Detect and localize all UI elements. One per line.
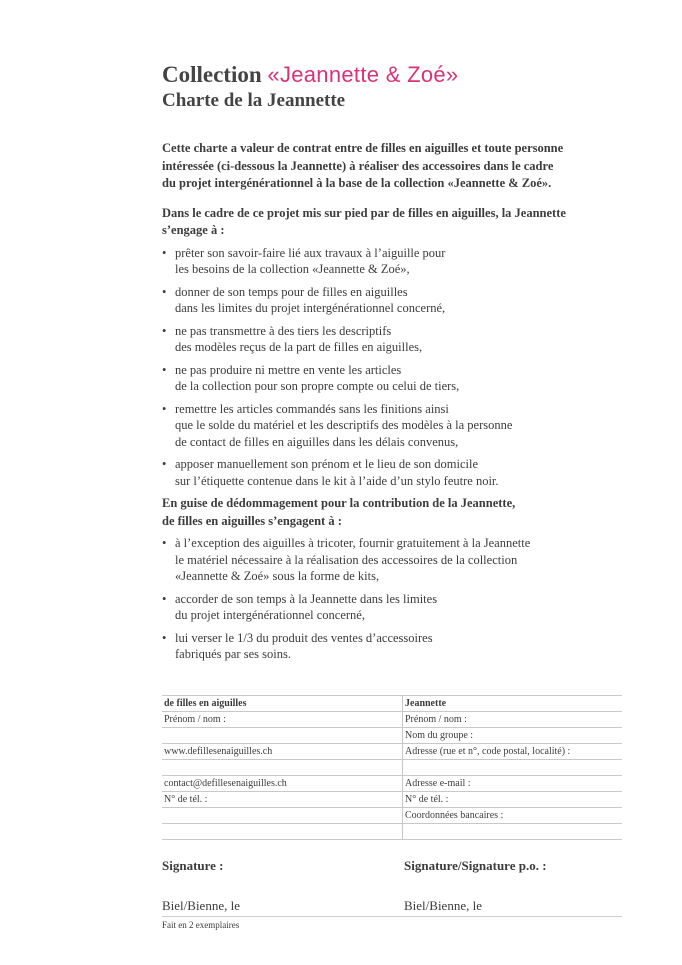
section2-lead — [162, 495, 622, 530]
section2-lead-line: En guise de dédommagement pour la contribution de la Jeannette, — [162, 496, 516, 510]
signature-place-right: Biel/Bienne, le — [404, 898, 482, 913]
contact-info-table — [162, 695, 622, 840]
signature-label-right: Signature/Signature p.o. : — [404, 858, 547, 873]
list-item — [162, 630, 622, 663]
section1-list — [162, 245, 622, 490]
list-item-line: que le solde du matériel et les descriptifs des modèles à la personne — [175, 418, 513, 432]
bullet-icon: • — [162, 284, 167, 299]
table-cell: www.defillesenaiguilles.ch — [162, 744, 403, 760]
table-header-cell: Jeannette — [403, 696, 623, 712]
table-cell — [403, 824, 623, 840]
table-row — [162, 744, 622, 760]
list-item-line: sur l’étiquette contenue dans le kit à l’aide d’un stylo feutre noir. — [175, 473, 499, 488]
table-row — [162, 792, 622, 808]
list-item-line: de contact de filles en aiguilles dans les délais convenus, — [175, 434, 459, 449]
signature-divider — [162, 916, 622, 917]
section1-lead — [162, 205, 622, 240]
section2-lead-line: de filles en aiguilles s’engagent à : — [162, 513, 342, 528]
list-item-line: des modèles reçus de la part de filles en aiguilles, — [175, 340, 423, 354]
signature-label-left: Signature : — [162, 858, 224, 873]
bullet-icon: • — [162, 457, 167, 471]
section1-lead-line: s’engage à : — [162, 223, 225, 237]
title-main: Collection — [162, 62, 268, 87]
list-item-line: lui verser le 1/3 du produit des ventes d’accessoires — [175, 630, 433, 645]
table-row — [162, 712, 622, 728]
list-item-line: «Jeannette & Zoé» sous la forme de kits, — [175, 569, 380, 583]
list-item-line: de la collection pour son propre compte ou celui de tiers, — [175, 379, 460, 393]
list-item-line: les besoins de la collection «Jeannette & Zoé», — [175, 262, 410, 276]
bullet-icon: • — [162, 323, 167, 338]
table-cell: Prénom / nom : — [403, 712, 623, 728]
table-cell — [162, 824, 403, 840]
list-item — [162, 284, 622, 317]
bullet-icon: • — [162, 591, 167, 606]
title-accent: «Jeannette & Zoé» — [267, 62, 459, 87]
list-item-line: prêter son savoir-faire lié aux travaux à l’aiguille pour — [175, 245, 446, 260]
list-item-line: donner de son temps pour de filles en aiguilles — [175, 284, 408, 299]
section1-lead-line: Dans le cadre de ce projet mis sur pied par de filles en aiguilles, la Jeannette — [162, 205, 566, 220]
table-cell: N° de tél. : — [162, 792, 403, 808]
list-item — [162, 245, 622, 278]
list-item — [162, 535, 622, 585]
table-cell: Coordonnées bancaires : — [403, 808, 623, 824]
table-cell: Adresse (rue et n°, code postal, localité) : — [403, 744, 623, 760]
page-subtitle: Charte de la Jeannette — [162, 90, 346, 111]
footer-note: Fait en 2 exemplaires — [162, 920, 240, 930]
table-header-cell: de filles en aiguilles — [162, 696, 403, 712]
table-row — [162, 760, 622, 776]
bullet-icon: • — [162, 245, 167, 260]
list-item-line: accorder de son temps à la Jeannette dans les limites — [175, 591, 438, 606]
table-cell: Adresse e-mail : — [403, 776, 623, 792]
bullet-icon: • — [162, 630, 167, 645]
list-item-line: ne pas produire ni mettre en vente les articles — [175, 362, 402, 377]
list-item-line: fabriqués par ses soins. — [175, 647, 291, 661]
page-title — [162, 62, 622, 88]
list-item-line: à l’exception des aiguilles à tricoter, fournir gratuitement à la Jeannette — [175, 536, 531, 550]
list-item — [162, 362, 622, 395]
intro-line: du projet intergénérationnel à la base de la collection «Jeannette & Zoé». — [162, 176, 552, 190]
list-item-line: le matériel nécessaire à la réalisation des accessoires de la collection — [175, 552, 518, 567]
table-row — [162, 728, 622, 744]
list-item-line: du projet intergénérationnel concerné, — [175, 608, 365, 622]
table-cell: Nom du groupe : — [403, 728, 623, 744]
list-item — [162, 591, 622, 624]
bullet-icon: • — [162, 401, 167, 416]
intro-line: Cette charte a valeur de contrat entre de filles en aiguilles et toute personne — [162, 141, 564, 155]
table-cell — [162, 728, 403, 744]
list-item — [162, 456, 622, 489]
list-item-line: ne pas transmettre à des tiers les descriptifs — [175, 323, 392, 338]
table-cell — [162, 808, 403, 824]
table-row — [162, 776, 622, 792]
bullet-icon: • — [162, 536, 167, 550]
list-item — [162, 323, 622, 356]
table-cell — [162, 760, 403, 776]
list-item — [162, 401, 622, 451]
table-row — [162, 824, 622, 840]
signature-place-left: Biel/Bienne, le — [162, 898, 240, 913]
list-item-line: dans les limites du projet intergénérationnel concerné, — [175, 301, 446, 315]
intro-paragraph — [162, 140, 622, 193]
intro-line: intéressée (ci-dessous la Jeannette) à réaliser des accessoires dans le cadre — [162, 158, 554, 173]
list-item-line: apposer manuellement son prénom et le lieu de son domicile — [175, 457, 479, 471]
table-cell — [403, 760, 623, 776]
table-row — [162, 696, 622, 712]
list-item-line: remettre les articles commandés sans les finitions ainsi — [175, 401, 449, 416]
document-body — [162, 62, 622, 669]
table-cell: Prénom / nom : — [162, 712, 403, 728]
table-row — [162, 808, 622, 824]
table-cell: N° de tél. : — [403, 792, 623, 808]
section2-list — [162, 535, 622, 663]
bullet-icon: • — [162, 362, 167, 377]
table-cell: contact@defillesenaiguilles.ch — [162, 776, 403, 792]
